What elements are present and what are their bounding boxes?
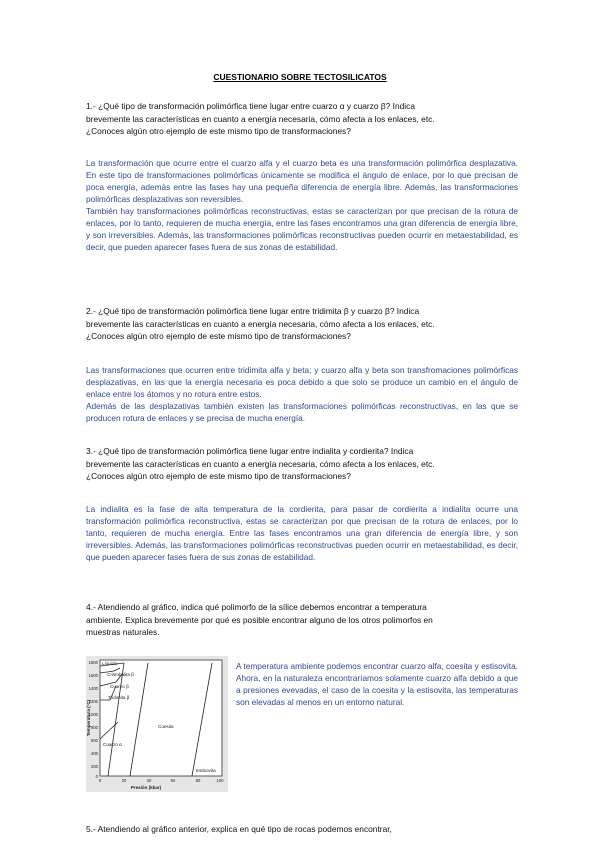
answer-2-paragraph-2: Además de las desplazativas también existen las transformaciones polimórficas reconstructivas, en las que se producen rotura de enlaces y se precisa de mucha energía. (86, 401, 518, 423)
answer-3-paragraph-1: La indialita es la fase de alta temperatura de la cordierita, para pasar de cordierita a indialita ocurre una transformación polimórfica reconstructiva, estas se caracterizan por que precisan de la rotura de enlaces, por lo tanto, requieren de mucha energía. Entre las fases encontramos una gran diferencia de energía libre, y son irreversibles. Además, las transformaciones polimórficas reconstructivas pueden ocurrir en metaestabilidad, es decir, que pueden aparecer fases fuera de sus zonas de estabilidad. (86, 504, 518, 562)
label-cristobalita: Cristobalita β (107, 672, 134, 677)
answer-4: A temperatura ambiente podemos encontrar cuarzo alfa, coesita y estisovita. Ahora, en la naturaleza encontraríamos solamente cuarzo alfa debido a que a presiones evevadas, el caso de la coesita y la estisovita, las temperaturas son elevadas al menos en un entorno natural. (236, 661, 518, 707)
question-2-line-2: brevemente las características en cuanto a energía necesaria, cómo afecta a los enlaces, etc. (86, 318, 435, 329)
question-3 (86, 445, 518, 483)
answer-1-paragraph-1: La transformación que ocurre entre el cuarzo alfa y el cuarzo beta es una transformación polimórfica desplazativa. En este tipo de transformaciones polimórficas únicamente se modifica el ángulo de enlace, por lo que precisan de poca energía, además entre las fases hay una pequeña diferencia de energía libre. Además, las transformaciones polimórficas desplazativas son reversibles. (86, 158, 518, 204)
label-estisovita: Estisovita (196, 768, 216, 773)
x-tick-label: 80 (195, 778, 201, 783)
y-tick-label: 1400 (88, 686, 98, 691)
plot-frame (100, 660, 222, 776)
question-4-line-3: muestras naturales. (86, 627, 160, 637)
question-1-line-1: 1.- ¿Qué tipo de transformación polimórfica tiene lugar entre cuarzo α y cuarzo β? Indica (86, 101, 415, 111)
y-tick-label: 400 (91, 751, 98, 756)
y-tick-label: 1600 (88, 673, 98, 678)
question-2-line-1: 2.- ¿Qué tipo de transformación polimórfica tiene lugar entre tridimita β y cuarzo β? Indica (86, 306, 420, 316)
x-axis-label: Presión (kbar) (130, 785, 162, 790)
answer-3 (86, 503, 518, 563)
answer-2 (86, 364, 518, 424)
y-axis-label: Temperatura (°C) (86, 699, 91, 737)
label-cuarzo-beta: Cuarzo β (110, 684, 129, 689)
question-1 (86, 100, 518, 138)
x-tick-label: 60 (170, 778, 176, 783)
question-1-line-2: brevemente las características en cuanto a energía necesaria, cómo afecta a los enlaces, etc. (86, 113, 435, 124)
answer-1-paragraph-2: También hay transformaciones polimórficas reconstructivas, estas se caracterizan por que precisan de la rotura de enlaces, por lo tanto, requieren de mucha energía, entre las fases encontramos una gran diferencia de energía libre, y son irreversibles. Además, las transformaciones polimórficas reconstructivas pueden ocurrir en metaestabilidad, es decir, que pueden aparecer fases fuera de sus zonas de estabilidad. (86, 206, 518, 252)
label-coesita: Coesita (158, 724, 174, 729)
y-tick-label: 800 (91, 725, 98, 730)
question-5 (86, 823, 518, 836)
question-5-line-1: 5.- Atendiendo al gráfico anterior, explica en qué tipo de rocas podemos encontrar, (86, 824, 392, 834)
question-1-line-3: ¿Conoces algún otro ejemplo de este mismo tipo de transformaciones? (86, 126, 351, 136)
question-4-line-2: ambiente. Explica brevemente por qué es posible encontrar alguno de los otros polimorfos en (86, 614, 433, 625)
y-tick-label: 1800 (88, 660, 98, 665)
answer-1 (86, 157, 518, 253)
y-tick-label: 600 (91, 738, 98, 743)
label-tridimita: Tridimita β (108, 695, 130, 700)
question-4 (86, 601, 518, 639)
question-3-line-2: brevemente las características en cuanto a energía necesaria, cómo afecta a los enlaces, etc. (86, 458, 435, 469)
question-3-line-3: ¿Conoces algún otro ejemplo de este mismo tipo de transformaciones? (86, 471, 351, 481)
y-tick-label: 1000 (88, 712, 98, 717)
y-tick-label: 200 (91, 764, 98, 769)
phase-diagram-svg (86, 656, 228, 792)
y-tick-label: 1200 (88, 699, 98, 704)
question-2 (86, 305, 518, 343)
question-3-line-1: 3.- ¿Qué tipo de transformación polimórfica tiene lugar entre indialita y cordierita? Indica (86, 446, 414, 456)
document-title: CUESTIONARIO SOBRE TECTOSILICATOS (213, 72, 387, 82)
answer-2-paragraph-1: Las transformaciones que ocurren entre tridimita alfa y beta; y cuarzo alfa y beta son transfromaciones polimórficas desplazativas, en las que la energía necesaria es poca debido a que solo se produce un cambio en el ángulo de enlace entre los átomos y no rotura entre estos. (86, 365, 518, 399)
silica-phase-diagram (86, 656, 228, 792)
y-tick-label: 0 (95, 774, 98, 779)
question-4-line-1: 4.- Atendiendo al gráfico, indica qué polimorfo de la sílice debemos encontrar a temperatura (86, 602, 427, 612)
label-liquido: Líquido (102, 661, 118, 666)
x-tick-label: 0 (98, 778, 102, 783)
x-tick-label: 100 (216, 778, 224, 783)
x-tick-label: 20 (121, 778, 127, 783)
question-2-line-3: ¿Conoces algún otro ejemplo de este mismo tipo de transformaciones? (86, 331, 351, 341)
label-cuarzo-alpha: Cuarzo α (103, 742, 122, 747)
x-tick-label: 40 (146, 778, 152, 783)
